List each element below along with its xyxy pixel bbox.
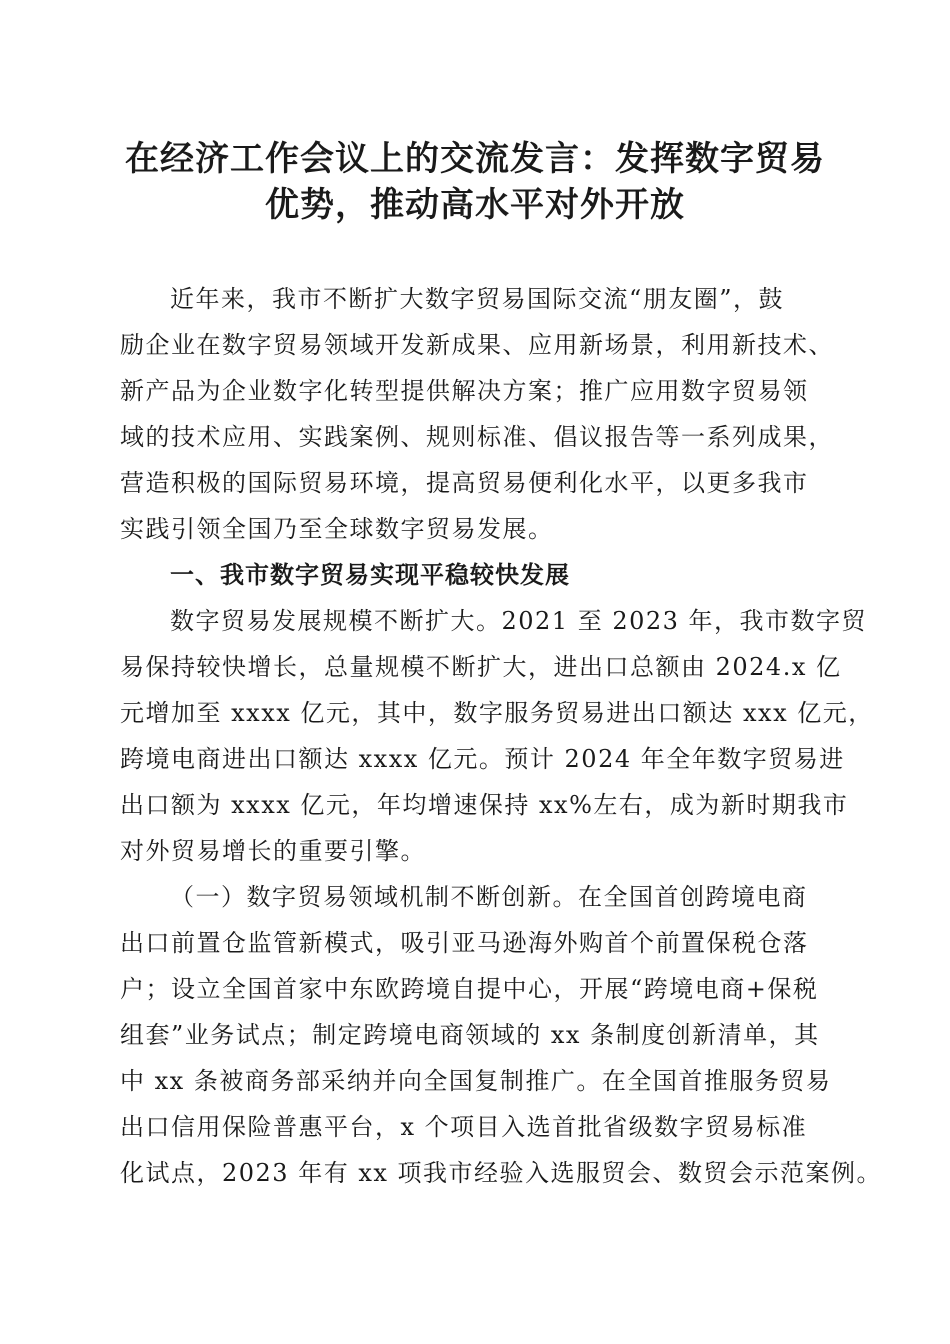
paragraph-line: 出口额为 xxxx 亿元，年均增速保持 xx%左右，成为新时期我市: [120, 791, 849, 819]
paragraph-line: 励企业在数字贸易领域开发新成果、应用新场景，利用新技术、: [120, 331, 834, 359]
paragraph-line: 营造积极的国际贸易环境，提高贸易便利化水平，以更多我市: [120, 469, 809, 497]
title-line-2: 优势，推动高水平对外开放: [265, 185, 685, 225]
paragraph-line: 中 xx 条被商务部采纳并向全国复制推广。在全国首推服务贸易: [120, 1067, 832, 1095]
paragraph-line: 化试点，2023 年有 xx 项我市经验入选服贸会、数贸会示范案例。: [120, 1159, 883, 1187]
paragraph-line: 元增加至 xxxx 亿元，其中，数字服务贸易进出口额达 xxx 亿元，: [120, 699, 874, 727]
document-body: [120, 276, 883, 1196]
paragraph-line: （一）数字贸易领域机制不断创新。在全国首创跨境电商: [170, 883, 808, 911]
paragraph-line: 近年来，我市不断扩大数字贸易国际交流“朋友圈”，鼓: [170, 285, 785, 313]
document-title: [60, 136, 890, 228]
paragraph-mechanism: [120, 874, 883, 1196]
paragraph-line: 户；设立全国首家中东欧跨境自提中心，开展“跨境电商+保税: [120, 975, 819, 1003]
title-line-1: 在经济工作会议上的交流发言：发挥数字贸易: [125, 139, 825, 179]
paragraph-line: 出口信用保险普惠平台，x 个项目入选首批省级数字贸易标准: [120, 1113, 808, 1141]
paragraph-line: 跨境电商进出口额达 xxxx 亿元。预计 2024 年全年数字贸易进: [120, 745, 845, 773]
paragraph-scale: [120, 598, 874, 874]
section-heading-1: 一、我市数字贸易实现平稳较快发展: [170, 561, 570, 589]
paragraph-line: 实践引领全国乃至全球数字贸易发展。: [120, 515, 554, 543]
paragraph-line: 新产品为企业数字化转型提供解决方案；推广应用数字贸易领: [120, 377, 809, 405]
paragraph-line: 出口前置仓监管新模式，吸引亚马逊海外购首个前置保税仓落: [120, 929, 809, 957]
paragraph-intro: [120, 276, 838, 552]
paragraph-line: 对外贸易增长的重要引擎。: [120, 837, 426, 865]
paragraph-line: 数字贸易发展规模不断扩大。2021 至 2023 年，我市数字贸: [170, 607, 868, 635]
paragraph-line: 易保持较快增长，总量规模不断扩大，进出口总额由 2024.x 亿: [120, 653, 842, 681]
paragraph-line: 域的技术应用、实践案例、规则标准、倡议报告等一系列成果，: [120, 423, 834, 451]
paragraph-line: 组套”业务试点；制定跨境电商领域的 xx 条制度创新清单，其: [120, 1021, 820, 1049]
